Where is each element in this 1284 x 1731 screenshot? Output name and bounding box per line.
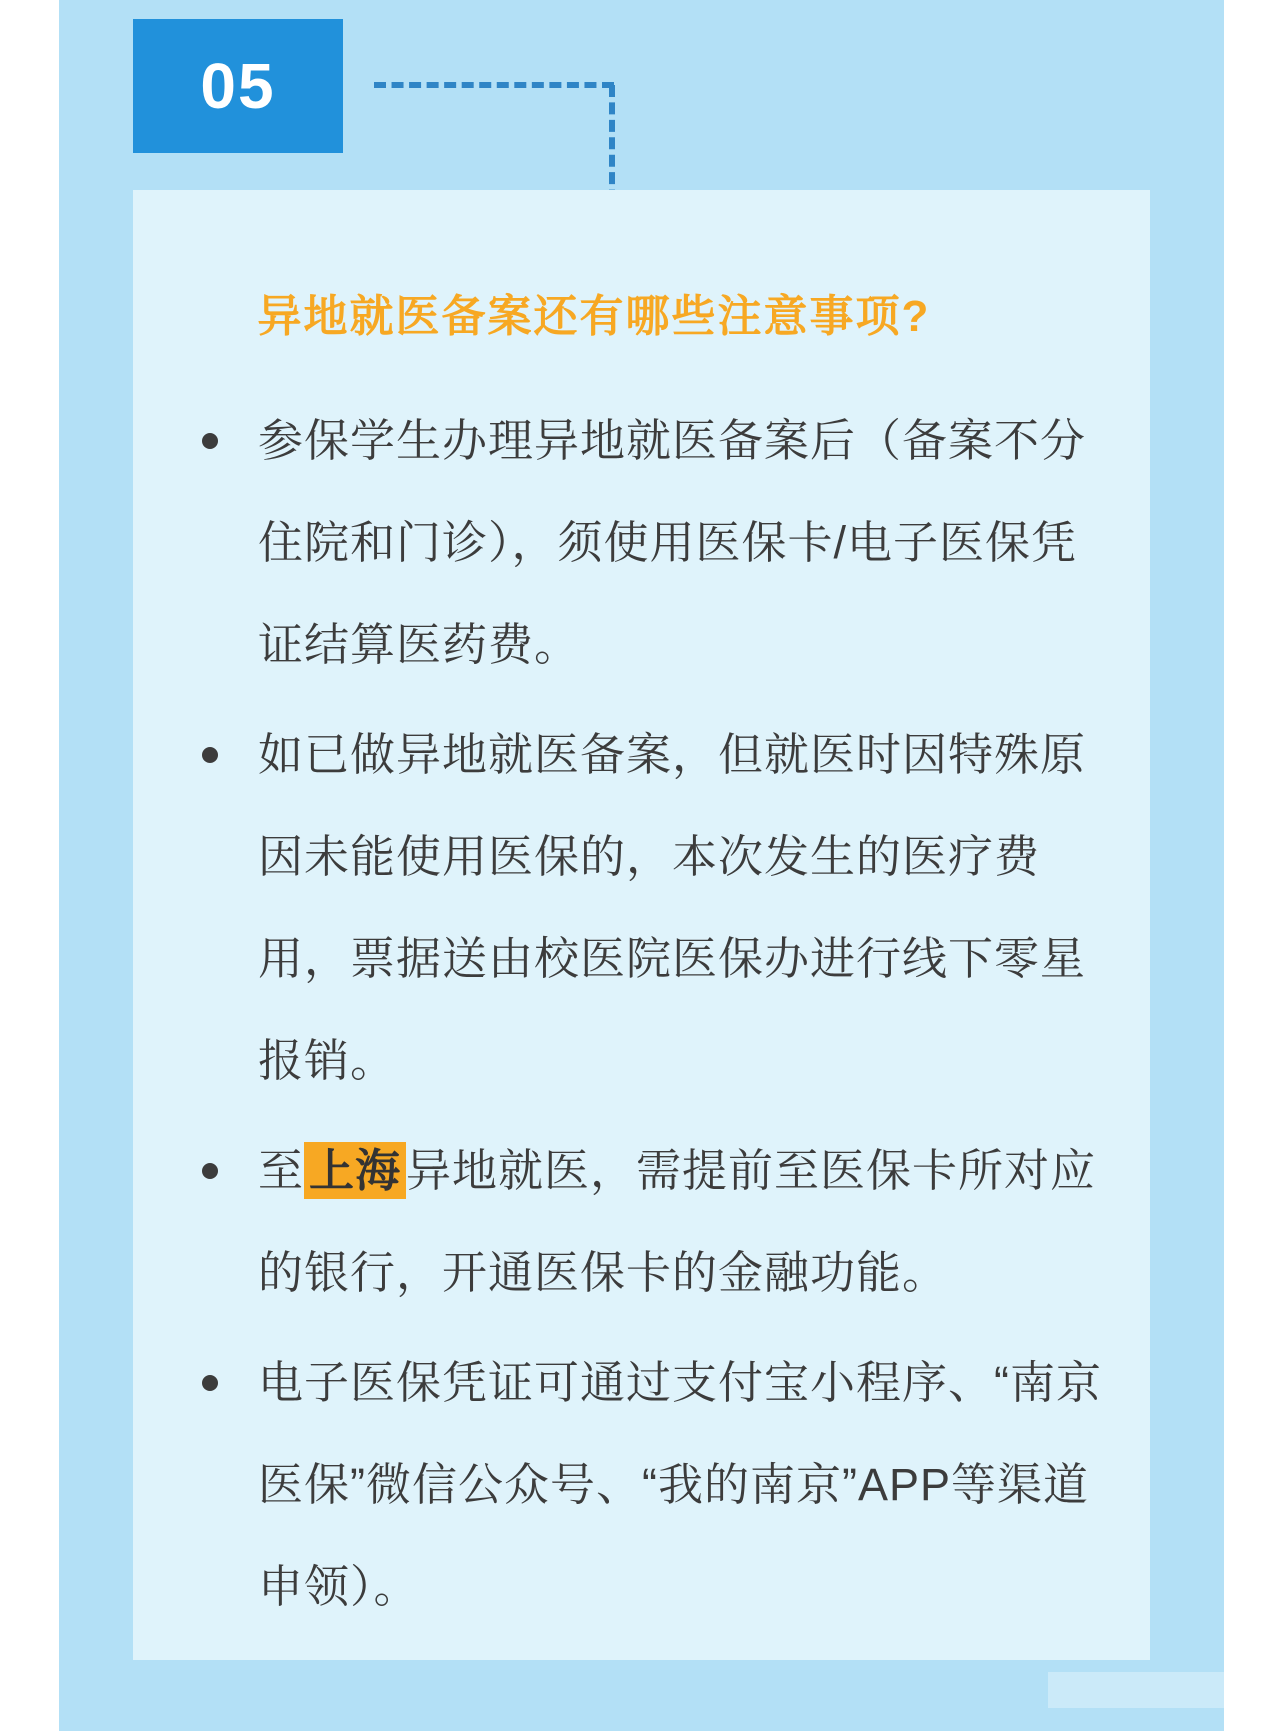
bullet-text-4: 电子医保凭证可通过支付宝小程序、“南京医保”微信公众号、“我的南京”APP等渠道申领）。 bbox=[258, 1357, 1102, 1612]
bullet-text-3-pre: 至 bbox=[258, 1145, 305, 1196]
watermark bbox=[1048, 1672, 1278, 1708]
highlight-shanghai: 上海 bbox=[304, 1142, 406, 1199]
bullet-item-3 bbox=[200, 1120, 1110, 1324]
card-title: 异地就医备案还有哪些注意事项? bbox=[257, 292, 931, 341]
bullet-text-1: 参保学生办理异地就医备案后（备案不分住院和门诊），须使用医保卡/电子医保凭证结算医药费。 bbox=[258, 415, 1087, 670]
content-card bbox=[133, 190, 1150, 1660]
bullet-item-2 bbox=[200, 704, 1110, 1112]
connector-dashed-line-horizontal bbox=[374, 82, 614, 88]
section-number-badge bbox=[133, 19, 343, 153]
section-number: 05 bbox=[200, 50, 276, 122]
bullet-text-2: 如已做异地就医备案，但就医时因特殊原因未能使用医保的，本次发生的医疗费用，票据送由校医院医保办进行线下零星报销。 bbox=[258, 729, 1087, 1086]
bullet-item-4 bbox=[200, 1332, 1110, 1638]
bullet-text-3-post: 异地就医，需提前至医保卡所对应的银行，开通医保卡的金融功能。 bbox=[258, 1145, 1097, 1298]
bullet-item-1 bbox=[200, 390, 1110, 696]
bullet-list bbox=[200, 390, 1110, 1638]
